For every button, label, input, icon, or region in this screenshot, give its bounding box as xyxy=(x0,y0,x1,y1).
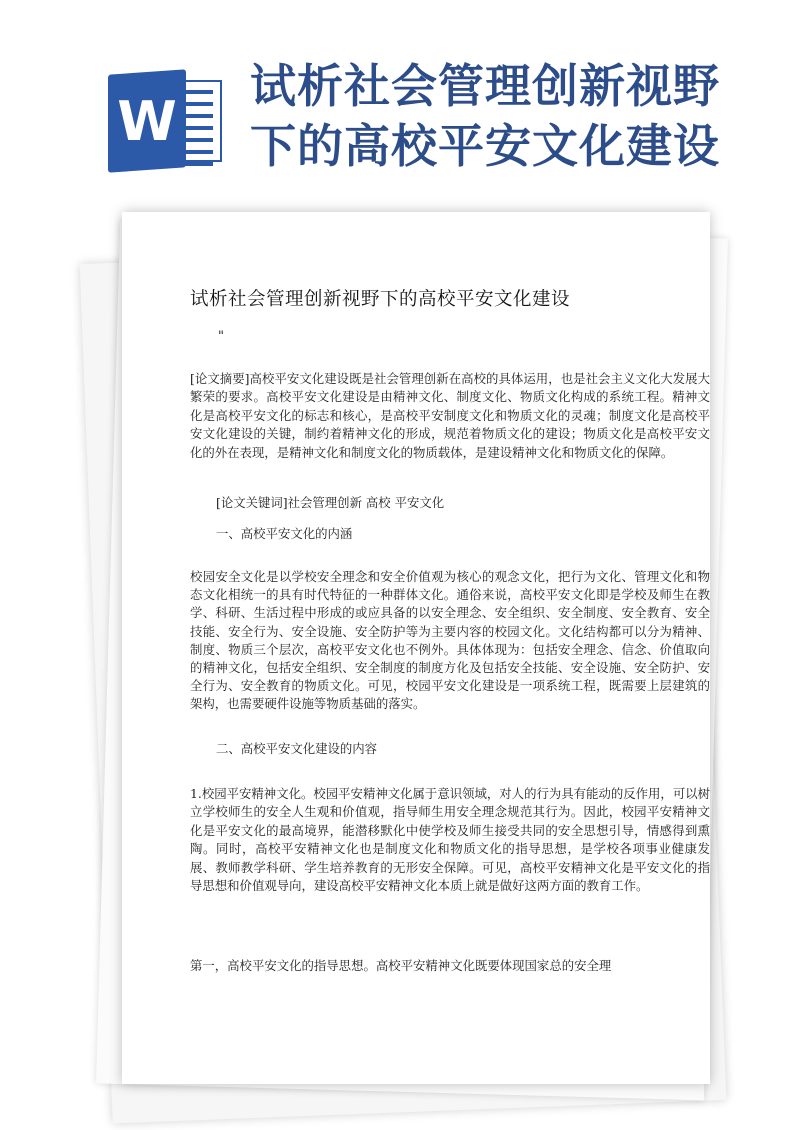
quote-mark: " xyxy=(218,329,224,344)
section-heading-1: 一、高校平安文化的内涵 xyxy=(216,526,353,541)
cover-title-line2: 下的高校平安文化建设 xyxy=(250,119,720,173)
cover-title-line1: 试析社会管理创新视野 xyxy=(250,59,720,113)
section2-next-paragraph: 第一，高校平安文化的指导思想。高校平安精神文化既要体现国家总的安全理 xyxy=(190,958,612,973)
section1-paragraph: 校园安全文化是以学校安全理念和安全价值观为核心的观念文化，把行为文化、管理文化和物态文化相统一的具有时代特征的一种群体文化。通俗来说，高校平安文化即是学校及师生在教学、科研、生活过程中形成的或应具备的以安全理念、安全组织、安全制度、安全教育、安全技能、安全行为、安全设施、安全防护等为主要内容的校园文化。文化结构都可以分为精神、制度、物质三个层次，高校平安文化也不例外。具体体现为：包括安全理念、信念、价值取向的精神文化，包括安全组织、安全制度的制度方化及包括安全技能、安全设施、安全防护、安全行为、安全教育的物质文化。可见，校园平安文化建设是一项系统工程，既需要上层建筑的架构，也需要硬件设施等物质基础的落实。 xyxy=(190,569,710,712)
word-logo xyxy=(108,72,224,170)
keywords-line: [论文关键词]社会管理创新 高校 平安文化 xyxy=(216,495,445,510)
abstract-paragraph: [论文摘要]高校平安文化建设既是社会管理创新在高校的具体运用，也是社会主义文化大发展大繁荣的要求。高校平安文化建设是由精神文化、制度文化、物质文化构成的系统工程。精神文化是高校平安文化的标志和核心，是高校平安制度文化和物质文化的灵魂；制度文化是高校平安文化建设的关键，制约着精神文化的形成，规范着物质文化的建设；物质文化是高校平安文化的外在表现，是精神文化和制度文化的物质载体，是建设精神文化和物质文化的保障。 xyxy=(190,371,710,460)
word-icon xyxy=(108,69,186,172)
section-heading-2: 二、高校平安文化建设的内容 xyxy=(216,741,378,756)
cover-title xyxy=(250,56,790,176)
section2-paragraph: 1.校园平安精神文化。校园平安精神文化属于意识领域，对人的行为具有能动的反作用，可以树立学校师生的安全人生观和价值观，指导师生用安全理念规范其行为。因此，校园平安精神文化是平安文化的最高境界，能潜移默化中使学校及师生接受共同的安全思想引导，情感得到熏陶。同时，高校平安精神文化也是制度文化和物质文化的指导思想，是学校各项事业健康发展、教师教学科研、学生培养教育的无形安全保障。可见，高校平安精神文化是平安文化的指导思想和价值观导向，建设高校平安精神文化本质上就是做好这两方面的教育工作。 xyxy=(190,786,710,894)
document-title: 试析社会管理创新视野下的高校平安文化建设 xyxy=(190,289,571,310)
document-page xyxy=(122,212,710,1084)
word-logo-letter: W xyxy=(117,90,177,153)
